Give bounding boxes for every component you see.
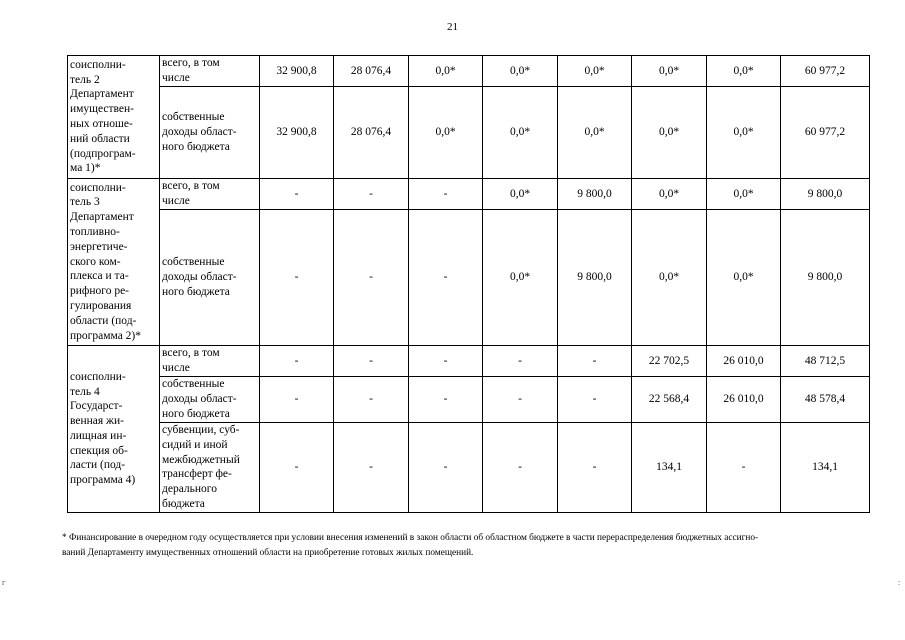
- table-row: [68, 87, 870, 179]
- amount-cell: 0,0*: [707, 87, 781, 179]
- amount-cell: 9 800,0: [558, 179, 632, 210]
- executor-line: венная жи-: [70, 415, 124, 428]
- executor-line: ского ком-: [70, 255, 121, 268]
- amount-cell: 0,0*: [409, 56, 483, 87]
- executor-cell: [68, 56, 160, 179]
- executor-line: ных отноше-: [70, 118, 133, 130]
- amount-cell: 9 800,0: [781, 179, 870, 210]
- amount-cell: -: [260, 423, 334, 513]
- table-row: [68, 56, 870, 87]
- funding-source-line: всего, в том: [162, 57, 220, 70]
- footnote-line: ваний Департаменту имущественных отношений области на приобретение готовых жилых помещений.: [62, 547, 474, 558]
- amount-cell: 0,0*: [483, 179, 558, 210]
- executor-line: плекса и та-: [70, 270, 129, 283]
- funding-source-line: собственные: [162, 111, 225, 124]
- funding-source-line: трансферт фе-: [162, 468, 232, 481]
- budget-table: [67, 55, 870, 513]
- amount-cell: 0,0*: [632, 56, 707, 87]
- funding-source-cell: [160, 210, 260, 346]
- amount-cell: 0,0*: [558, 87, 632, 179]
- amount-cell: 0,0*: [707, 179, 781, 210]
- funding-source-line: доходы облаcт-: [162, 126, 237, 139]
- amount-cell: -: [334, 346, 409, 377]
- funding-source-cell: [160, 56, 260, 87]
- executor-line: ма 1)*: [70, 162, 101, 175]
- executor-line: имуществен-: [70, 103, 135, 116]
- executor-line: лищная ин-: [70, 429, 127, 442]
- amount-cell: -: [558, 423, 632, 513]
- executor-line: энергетиче-: [70, 240, 128, 253]
- amount-cell: 0,0*: [707, 56, 781, 87]
- amount-cell: -: [558, 377, 632, 423]
- executor-line: топливно-: [70, 226, 120, 238]
- amount-cell: -: [260, 179, 334, 210]
- amount-cell: -: [260, 346, 334, 377]
- page-number: 21: [447, 21, 458, 33]
- executor-line: тель 2: [70, 73, 100, 86]
- amount-cell: -: [334, 179, 409, 210]
- amount-cell: -: [409, 210, 483, 346]
- amount-cell: 0,0*: [558, 56, 632, 87]
- executor-line: тель 3: [70, 196, 100, 209]
- funding-source-line: доходы облаcт-: [162, 393, 237, 406]
- amount-cell: -: [334, 423, 409, 513]
- funding-source-cell: [160, 423, 260, 513]
- executor-line: Департамент: [70, 88, 134, 101]
- amount-cell: -: [260, 210, 334, 346]
- funding-source-line: собственные: [162, 378, 225, 391]
- amount-cell: 32 900,8: [260, 56, 334, 87]
- executor-line: тель 4: [70, 385, 100, 398]
- table-row: [68, 210, 870, 346]
- amount-cell: 9 800,0: [558, 210, 632, 346]
- footnote-line: * Финансирование в очередном году осуществляется при условии внесения изменений в закон области об областном бюджете в части перераспределения бюджетных ассигно-: [62, 533, 759, 543]
- table-row: [68, 377, 870, 423]
- table-row: [68, 346, 870, 377]
- amount-cell: 48 578,4: [781, 377, 870, 423]
- executor-line: соисполни-: [70, 181, 126, 194]
- executor-line: соисполни-: [70, 370, 126, 383]
- amount-cell: 32 900,8: [260, 87, 334, 179]
- executor-line: рифного ре-: [70, 285, 129, 298]
- amount-cell: 0,0*: [632, 87, 707, 179]
- executor-line: соисполни-: [70, 58, 126, 71]
- left-edge-mark: г: [2, 578, 6, 587]
- funding-source-line: сидий и иной: [162, 438, 228, 451]
- amount-cell: 0,0*: [632, 179, 707, 210]
- amount-cell: -: [334, 377, 409, 423]
- executor-line: Государст-: [70, 400, 123, 413]
- executor-line: ний области: [70, 132, 130, 145]
- executor-line: ласти (под-: [70, 459, 126, 472]
- funding-source-cell: [160, 179, 260, 210]
- footnote: [62, 531, 878, 560]
- amount-cell: 60 977,2: [781, 87, 870, 179]
- amount-cell: -: [409, 346, 483, 377]
- executor-line: спекция об-: [70, 444, 128, 457]
- table-row: [68, 179, 870, 210]
- amount-cell: -: [558, 346, 632, 377]
- amount-cell: -: [483, 377, 558, 423]
- funding-source-line: межбюджетный: [162, 453, 240, 466]
- amount-cell: 22 702,5: [632, 346, 707, 377]
- amount-cell: 0,0*: [483, 56, 558, 87]
- amount-cell: -: [707, 423, 781, 513]
- funding-source-line: числе: [162, 72, 190, 84]
- executor-line: гулирования: [70, 299, 132, 312]
- funding-source-line: субвенции, суб-: [162, 424, 240, 436]
- executor-line: Департамент: [70, 211, 134, 224]
- amount-cell: 22 568,4: [632, 377, 707, 423]
- funding-source-line: доходы облаcт-: [162, 271, 237, 284]
- amount-cell: -: [409, 179, 483, 210]
- amount-cell: 0,0*: [483, 87, 558, 179]
- funding-source-line: всего, в том: [162, 347, 220, 360]
- funding-source-line: числе: [162, 195, 190, 207]
- executor-line: области (под-: [70, 314, 137, 327]
- amount-cell: 0,0*: [707, 210, 781, 346]
- amount-cell: -: [409, 377, 483, 423]
- executor-line: программа 2)*: [70, 329, 142, 342]
- funding-source-cell: [160, 346, 260, 377]
- funding-source-line: всего, в том: [162, 180, 220, 193]
- executor-cell: [68, 346, 160, 513]
- amount-cell: 134,1: [781, 423, 870, 513]
- funding-source-line: числе: [162, 362, 190, 374]
- amount-cell: 26 010,0: [707, 346, 781, 377]
- funding-source-line: собственные: [162, 256, 225, 269]
- funding-source-cell: [160, 377, 260, 423]
- amount-cell: 28 076,4: [334, 87, 409, 179]
- amount-cell: -: [483, 346, 558, 377]
- executor-line: программа 4): [70, 474, 136, 487]
- amount-cell: 26 010,0: [707, 377, 781, 423]
- executor-cell: [68, 179, 160, 346]
- funding-source-line: бюджета: [162, 497, 205, 510]
- table-row: [68, 423, 870, 513]
- right-edge-mark: :: [898, 578, 901, 587]
- amount-cell: 0,0*: [632, 210, 707, 346]
- amount-cell: -: [334, 210, 409, 346]
- funding-source-cell: [160, 87, 260, 179]
- amount-cell: -: [483, 423, 558, 513]
- amount-cell: 134,1: [632, 423, 707, 513]
- amount-cell: 60 977,2: [781, 56, 870, 87]
- executor-line: (подпрограм-: [70, 147, 136, 160]
- funding-source-line: ного бюджета: [162, 140, 230, 153]
- amount-cell: -: [260, 377, 334, 423]
- amount-cell: 28 076,4: [334, 56, 409, 87]
- funding-source-line: ного бюджета: [162, 285, 230, 298]
- amount-cell: -: [409, 423, 483, 513]
- funding-source-line: ного бюджета: [162, 407, 230, 420]
- amount-cell: 9 800,0: [781, 210, 870, 346]
- amount-cell: 0,0*: [409, 87, 483, 179]
- amount-cell: 0,0*: [483, 210, 558, 346]
- amount-cell: 48 712,5: [781, 346, 870, 377]
- funding-source-line: дерального: [162, 483, 217, 496]
